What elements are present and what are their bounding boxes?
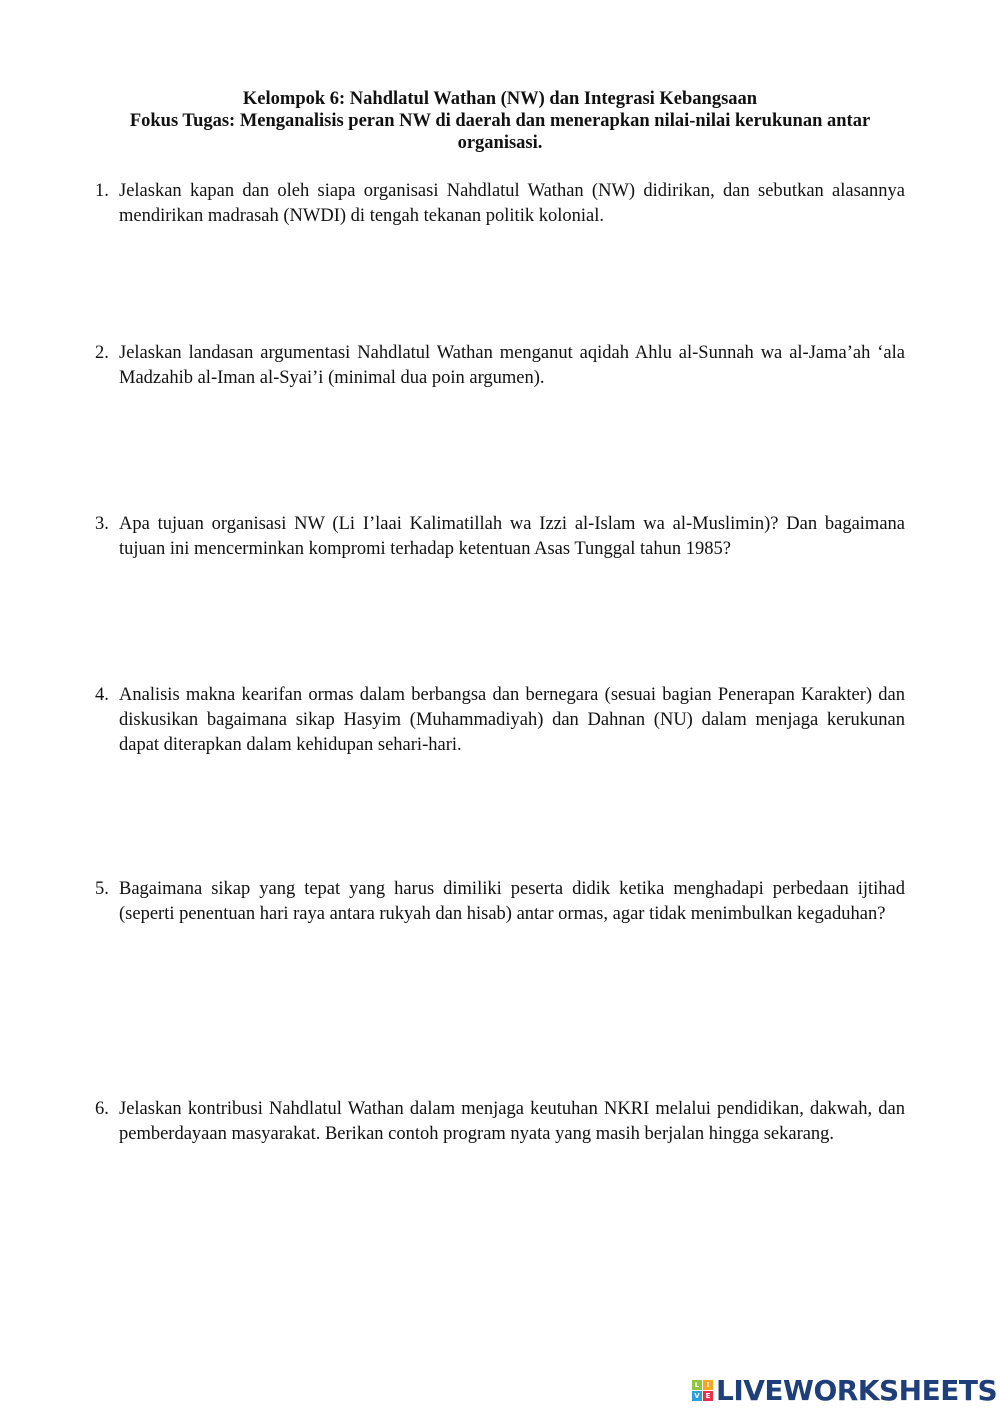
question-number: 6. [95, 1099, 109, 1119]
question-number: 2. [95, 343, 109, 363]
question-text: Jelaskan kapan dan oleh siapa organisasi Nahdlatul Wathan (NW) didirikan, dan sebutkan alasannya mendirikan madrasah (NWDI) di tengah tekanan politik kolonial. [119, 181, 905, 226]
question-number: 4. [95, 685, 109, 705]
question-text: Analisis makna kearifan ormas dalam berbangsa dan bernegara (sesuai bagian Penerapan Karakter) dan diskusikan bagaimana sikap Hasyim (Muhammadiyah) dan Dahnan (NU) dalam menjaga kerukunan dapat diterapkan dalam kehidupan sehari-hari. [119, 685, 905, 755]
question-6 [95, 1097, 905, 1147]
question-4 [95, 683, 905, 758]
question-text: Jelaskan kontribusi Nahdlatul Wathan dalam menjaga keutuhan NKRI melalui pendidikan, dakwah, dan pemberdayaan masyarakat. Berikan contoh program nyata yang masih berjalan hingga sekarang. [119, 1099, 905, 1144]
worksheet-title: Kelompok 6: Nahdlatul Wathan (NW) dan Integrasi Kebangsaan [242, 89, 758, 109]
logo-block: V [692, 1391, 702, 1401]
logo-block: E [703, 1391, 713, 1401]
logo-block: I [703, 1380, 713, 1390]
logo-block: L [692, 1380, 702, 1390]
worksheet-header [95, 88, 905, 154]
worksheet-focus: Fokus Tugas: Menganalisis peran NW di daerah dan menerapkan nilai-nilai kerukunan antar organisasi. [129, 111, 871, 153]
question-number: 3. [95, 514, 109, 534]
question-5 [95, 877, 905, 927]
liveworksheets-logo [692, 1374, 997, 1407]
question-text: Apa tujuan organisasi NW (Li I’laai Kalimatillah wa Izzi al-Islam wa al-Muslimin)? Dan bagaimana tujuan ini mencerminkan kompromi terhadap ketentuan Asas Tunggal tahun 1985? [119, 514, 905, 559]
question-text: Jelaskan landasan argumentasi Nahdlatul Wathan menganut aqidah Ahlu al-Sunnah wa al-Jama’ah ‘ala Madzahib al-Iman al-Syai’i (minimal dua poin argumen). [119, 343, 905, 388]
question-3 [95, 512, 905, 562]
question-number: 5. [95, 879, 109, 899]
question-2 [95, 341, 905, 391]
question-1 [95, 179, 905, 229]
logo-blocks-icon [692, 1380, 713, 1401]
question-number: 1. [95, 181, 109, 201]
logo-text: LIVEWORKSHEETS [716, 1374, 998, 1407]
question-text: Bagaimana sikap yang tepat yang harus dimiliki peserta didik ketika menghadapi perbedaan ijtihad (seperti penentuan hari raya antara rukyah dan hisab) antar ormas, agar tidak menimbulkan kegaduhan? [119, 879, 905, 924]
